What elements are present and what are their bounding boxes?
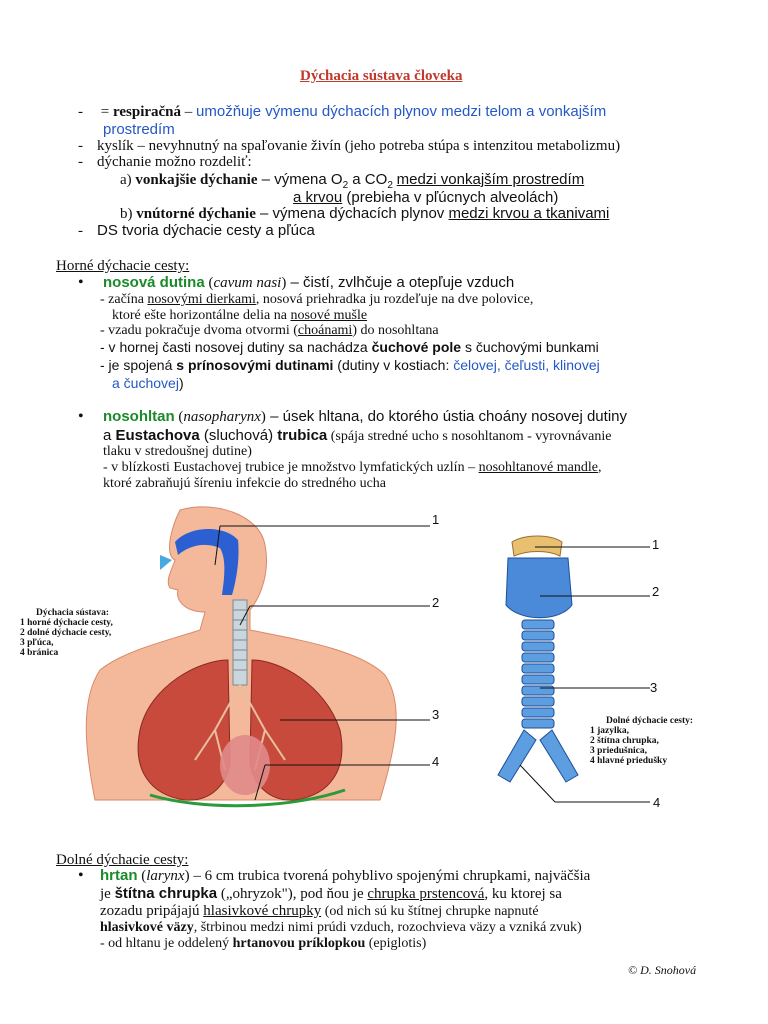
term-vnutorne: vnútorné dýchanie (136, 206, 256, 222)
a-sub1: 2 (342, 180, 349, 191)
nose-sub-6 (112, 375, 184, 391)
a-text2: a CO (348, 171, 388, 188)
l3b: (od nich sú ku štítnej chrupke napnuté (321, 904, 539, 919)
nose-sub-1 (100, 292, 533, 308)
n5a: - je spojená (100, 357, 177, 373)
larynx-line-2 (100, 885, 562, 903)
separator: – (181, 104, 197, 120)
section-heading-lower: Dolné dýchacie cesty: (56, 852, 189, 868)
larynx-line-3 (100, 903, 539, 920)
pharynx-line: nosohltan (nasopharynx) – úsek hltana, do ktorého ústia choány nosovej dutiny (103, 408, 627, 425)
fig-right-caption (590, 716, 693, 766)
n5b: s prínosovými dutinami (176, 357, 334, 373)
term-respiracna: respiračná (112, 104, 182, 120)
ph2e: (spája stredné ucho s nosohltanom - vyrovnávanie (327, 429, 612, 444)
ph2d: trubica (277, 427, 328, 444)
term-nosohltan: nosohltan (103, 408, 175, 425)
fig-left-label-4: 4 (432, 754, 440, 769)
fig-right-label-4: 4 (653, 795, 661, 810)
bullet: • (78, 408, 84, 425)
larynx-line-1: hrtan (larynx) – 6 cm trubica tvorená pohyblivo spojenými chrupkami, najväčšia (100, 867, 591, 884)
fig-right-item: 4 hlavné priedušky (590, 756, 668, 766)
ph2a: a (103, 427, 116, 444)
bullet: • (78, 867, 84, 884)
l2c: („ohryzok"), pod ňou je (217, 886, 368, 902)
n6c: ) (178, 375, 184, 391)
latin-cavum-nasi: cavum nasi (213, 275, 282, 291)
l1-text: – 6 cm trubica tvorená pohyblivo spojenými chrupkami, najväčšia (189, 868, 591, 884)
nose-sub-5 (100, 357, 600, 373)
n1a: - začína (100, 292, 148, 307)
dash: - (78, 104, 83, 120)
pharynx-line-5: ktoré zabraňujú šíreniu infekcie do stredného ucha (103, 476, 387, 491)
l4b: , štrbinou medzi nimi prúdi vzduch, rozochvieva väzy a vzniká zvuk) (193, 920, 582, 935)
pharynx-line-2 (103, 427, 611, 445)
respiratory-system-illustration (0, 500, 470, 840)
n3a: - vzadu pokračuje dvoma otvormi ( (100, 323, 298, 338)
fig-left-item: 1 horné dýchacie cesty, (20, 618, 113, 628)
l2u: chrupka prstencová (367, 886, 485, 902)
intro-line-2-text: kyslík – nevyhnutný na spaľovanie živín (jeho potreba stúpa s intenzitou metabolizmu) (97, 138, 621, 154)
intro-line-4: - DS tvoria dýchacie cesty a pľúca (78, 222, 315, 239)
b-text: – výmena dýchacích plynov (255, 205, 449, 222)
a2-underline: a krvou (293, 189, 343, 206)
latin-nasopharynx: nasopharynx (183, 409, 261, 425)
n4b: čuchové pole (371, 339, 462, 355)
nose-line: nosová dutina (cavum nasi) – čistí, zvlhčuje a otepľuje vzduch (103, 274, 515, 291)
author-footer: © D. Snohová (628, 963, 697, 977)
n1u: nosovými dierkami (147, 292, 256, 307)
pharynx-line-3: tlaku v stredoušnej dutine) (103, 444, 252, 459)
fig-left-caption (20, 608, 113, 658)
blue-definition: umožňuje výmenu dýchacích plynov medzi telom a vonkajším (196, 103, 607, 120)
term-hrtan: hrtan (100, 867, 138, 884)
term-nosova-dutina: nosová dutina (103, 274, 205, 291)
b-prefix: b) (120, 206, 137, 222)
nose-sub-2 (112, 308, 367, 324)
ph2b: Eustachova (115, 427, 200, 444)
intro-line-a (120, 171, 584, 191)
intro-line-1-cont: prostredím (103, 121, 175, 138)
nose-text: – čistí, zvlhčuje a otepľuje vzduch (286, 274, 515, 291)
ph2c: (sluchová) (199, 427, 278, 444)
a-sub2: 2 (387, 180, 393, 191)
l2a: je (100, 886, 115, 902)
fig-left-item: 2 dolné dýchacie cesty, (20, 628, 112, 638)
fig-right-item: 2 štítna chrupka, (590, 736, 659, 746)
pharynx-line-4 (103, 460, 601, 476)
n1b: , nosová priehradka ju rozdeľuje na dve polovice, (255, 292, 534, 307)
n6blue: a čuchovej (112, 375, 179, 391)
fig-right-caption-title: Dolné dýchacie cesty: (606, 716, 694, 726)
ph-text: – úsek hltana, do ktorého ústia choány nosovej dutiny (265, 408, 627, 425)
l5a: - od hltanu je oddelený (100, 936, 233, 951)
n4a: - v hornej časti nosovej dutiny sa nachádza (100, 339, 372, 355)
nose-sub-4 (100, 339, 599, 355)
intro-line-4-text: DS tvoria dýchacie cesty a pľúca (97, 222, 315, 239)
l5c: (epiglotis) (365, 936, 427, 951)
l4a: hlasivkové väzy (100, 920, 194, 935)
section-heading-upper: Horné dýchacie cesty: (56, 258, 190, 274)
fig-right-label-2: 2 (652, 584, 660, 599)
intro-line-a2 (293, 189, 558, 206)
l3u: hlasivkové chrupky (203, 903, 322, 919)
a-text1: – výmena O (257, 171, 343, 188)
l3a: zozadu pripájajú (100, 903, 204, 919)
fig-right-item: 3 priedušnica, (590, 746, 648, 756)
ph4b: , (597, 460, 602, 475)
a2-text: (prebieha v pľúcnych alveolách) (342, 189, 559, 206)
a-underline: medzi vonkajším prostredím (396, 171, 585, 188)
fig-left-label-1: 1 (432, 512, 440, 527)
ph4u: nosohltanové mandle (478, 460, 598, 475)
larynx-line-4 (100, 920, 582, 936)
intro-line-3: - dýchanie možno rozdeliť: (78, 154, 252, 170)
intro-line-b (120, 205, 609, 223)
n4c: s čuchovými bunkami (461, 339, 599, 355)
intro-line-3-text: dýchanie možno rozdeliť: (97, 154, 252, 170)
nose-sub-3 (100, 323, 439, 339)
n5blue: čelovej, čeľusti, klinovej (453, 357, 600, 373)
n3u: choánami (297, 323, 353, 338)
l2d: , ku ktorej sa (484, 886, 562, 902)
equals-sign: = (100, 104, 113, 120)
fig-left-caption-title: Dýchacia sústava: (36, 608, 110, 618)
fig-right-label-1: 1 (652, 537, 660, 552)
b-underline: medzi krvou a tkanivami (448, 205, 610, 222)
l2b: štítna chrupka (114, 885, 218, 902)
a-prefix: a) (120, 172, 136, 188)
n2u: nosové mušle (290, 308, 368, 323)
bullet: • (78, 274, 84, 291)
latin-larynx: larynx (146, 868, 185, 884)
fig-left-item: 3 pľúca, (20, 638, 54, 648)
fig-right-label-3: 3 (650, 680, 658, 695)
intro-line-2: - kyslík – nevyhnutný na spaľovanie živín (jeho potreba stúpa s intenzitou metabolizmu) (78, 138, 621, 154)
term-vonkajsie: vonkajšie dýchanie (135, 172, 258, 188)
larynx-line-5 (100, 936, 426, 952)
fig-left-label-3: 3 (432, 707, 440, 722)
l5b: hrtanovou príklopkou (232, 936, 366, 951)
larynx-trachea-illustration (480, 530, 680, 820)
n5c: (dutiny v kostiach: (333, 357, 454, 373)
fig-left-label-2: 2 (432, 595, 440, 610)
n2a: ktoré ešte horizontálne delia na (112, 308, 291, 323)
intro-line-1 (78, 103, 606, 121)
page-title: Dýchacia sústava človeka (300, 68, 463, 84)
fig-left-item: 4 bránica (20, 648, 59, 658)
n3b: ) do nosohltana (352, 323, 439, 338)
fig-right-item: 1 jazylka, (590, 726, 630, 736)
ph4a: - v blízkosti Eustachovej trubice je množstvo lymfatických uzlín – (103, 460, 479, 475)
